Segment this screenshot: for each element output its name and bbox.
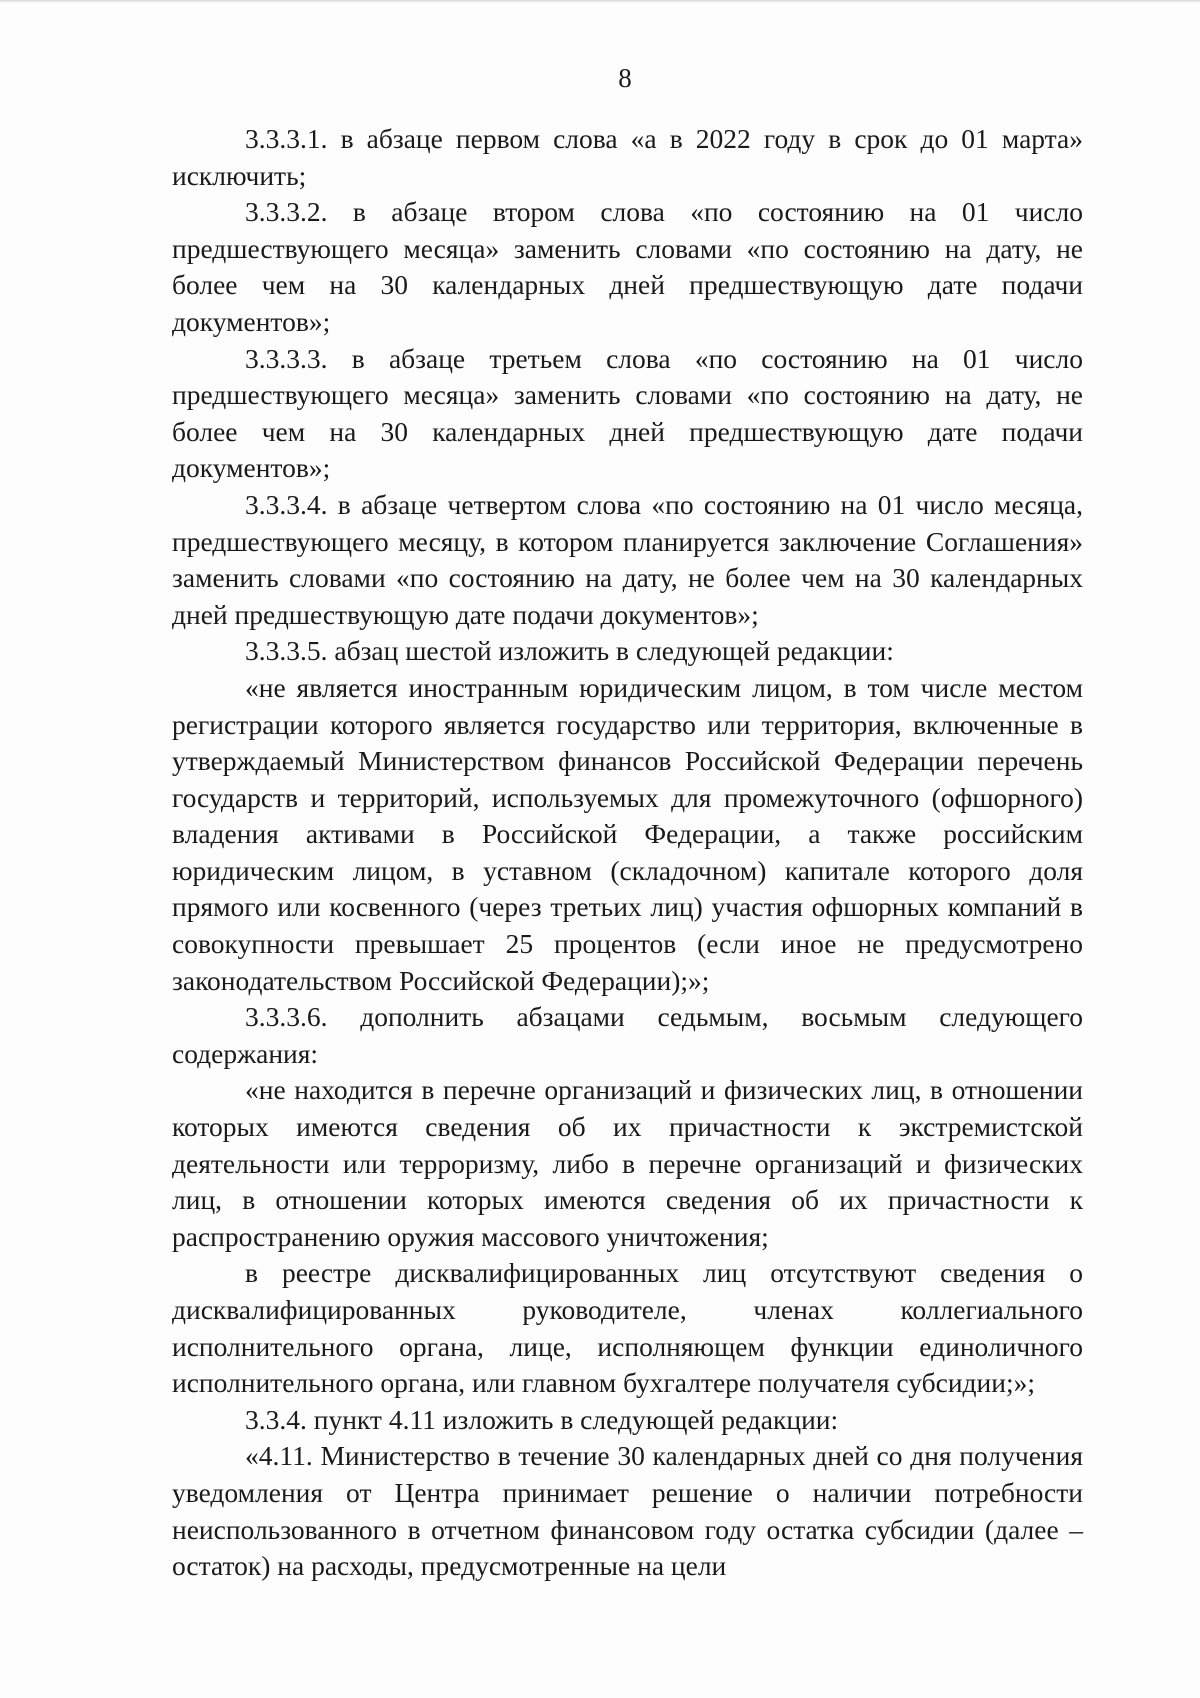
quoted-paragraph-7: «не находится в перечне организаций и физических лиц, в отношении которых имеются сведения об их причастности к экстремистской деятельности или терроризму, либо в перечне организаций и физических лиц, в отношении которых имеются сведения об их причастности к распространению оружия массового уничтожения; xyxy=(172,1074,1083,1252)
paragraph-3-3-3-2: 3.3.3.2. в абзаце втором слова «по состоянию на 01 число предшествующего месяца» заменить словами «по состоянию на дату, не более чем на 30 календарных дней предшествующую дате подачи документов»; xyxy=(172,196,1083,337)
paragraph-3-3-3-5: 3.3.3.5. абзац шестой изложить в следующей редакции: xyxy=(245,635,894,667)
quoted-paragraph-8: в реестре дисквалифицированных лиц отсутствуют сведения о дисквалифицированных руководителе, членах коллегиального исполнительного органа, лице, исполняющем функции единоличного исполнительного органа, или главном бухгалтере получателя субсидии;»; xyxy=(172,1257,1083,1399)
quoted-paragraph-6: «не является иностранным юридическим лицом, в том числе местом регистрации которого является государство или территория, включенные в утверждаемый Министерством финансов Российской Федерации перечень государств и территорий, используемых для промежуточного (офшорного) владения активами в Российской Федерации, а также российским юридическим лицом, в уставном (складочном) капитале которого доля прямого или косвенного (через третьих лиц) участия офшорных компаний в совокупности превышает 25 процентов (если иное не предусмотрено законодательством Российской Федерации);»; xyxy=(172,671,1083,996)
quoted-paragraph-4-11: «4.11. Министерство в течение 30 календарных дней со дня получения уведомления от Центра принимает решение о наличии потребности неиспользованного в отчетном финансовом году остатка субсидии (далее – остаток) на расходы, предусмотренные на цели xyxy=(172,1440,1083,1582)
scan-edge xyxy=(0,0,1200,3)
paragraph-3-3-3-1: 3.3.3.1. в абзаце первом слова «а в 2022 году в срок до 01 марта» исключить; xyxy=(172,123,1083,191)
paragraph-3-3-3-4: 3.3.3.4. в абзаце четвертом слова «по состоянию на 01 число месяца, предшествующего месяцу, в котором планируется заключение Соглашения» заменить словами «по состоянию на дату, не более чем на 30 календарных дней предшествующую дате подачи документов»; xyxy=(172,488,1083,630)
paragraph-3-3-3-6: 3.3.3.6. дополнить абзацами седьмым, восьмым следующего содержания: xyxy=(172,1001,1083,1069)
paragraph-3-3-4: 3.3.4. пункт 4.11 изложить в следующей редакции: xyxy=(245,1403,839,1435)
page-number: 8 xyxy=(618,63,632,93)
document-body xyxy=(172,121,1083,1585)
paragraph-3-3-3-3: 3.3.3.3. в абзаце третьем слова «по состоянию на 01 число предшествующего месяца» заменить словами «по состоянию на дату, не более чем на 30 календарных дней предшествующую дате подачи документов»; xyxy=(172,342,1083,484)
